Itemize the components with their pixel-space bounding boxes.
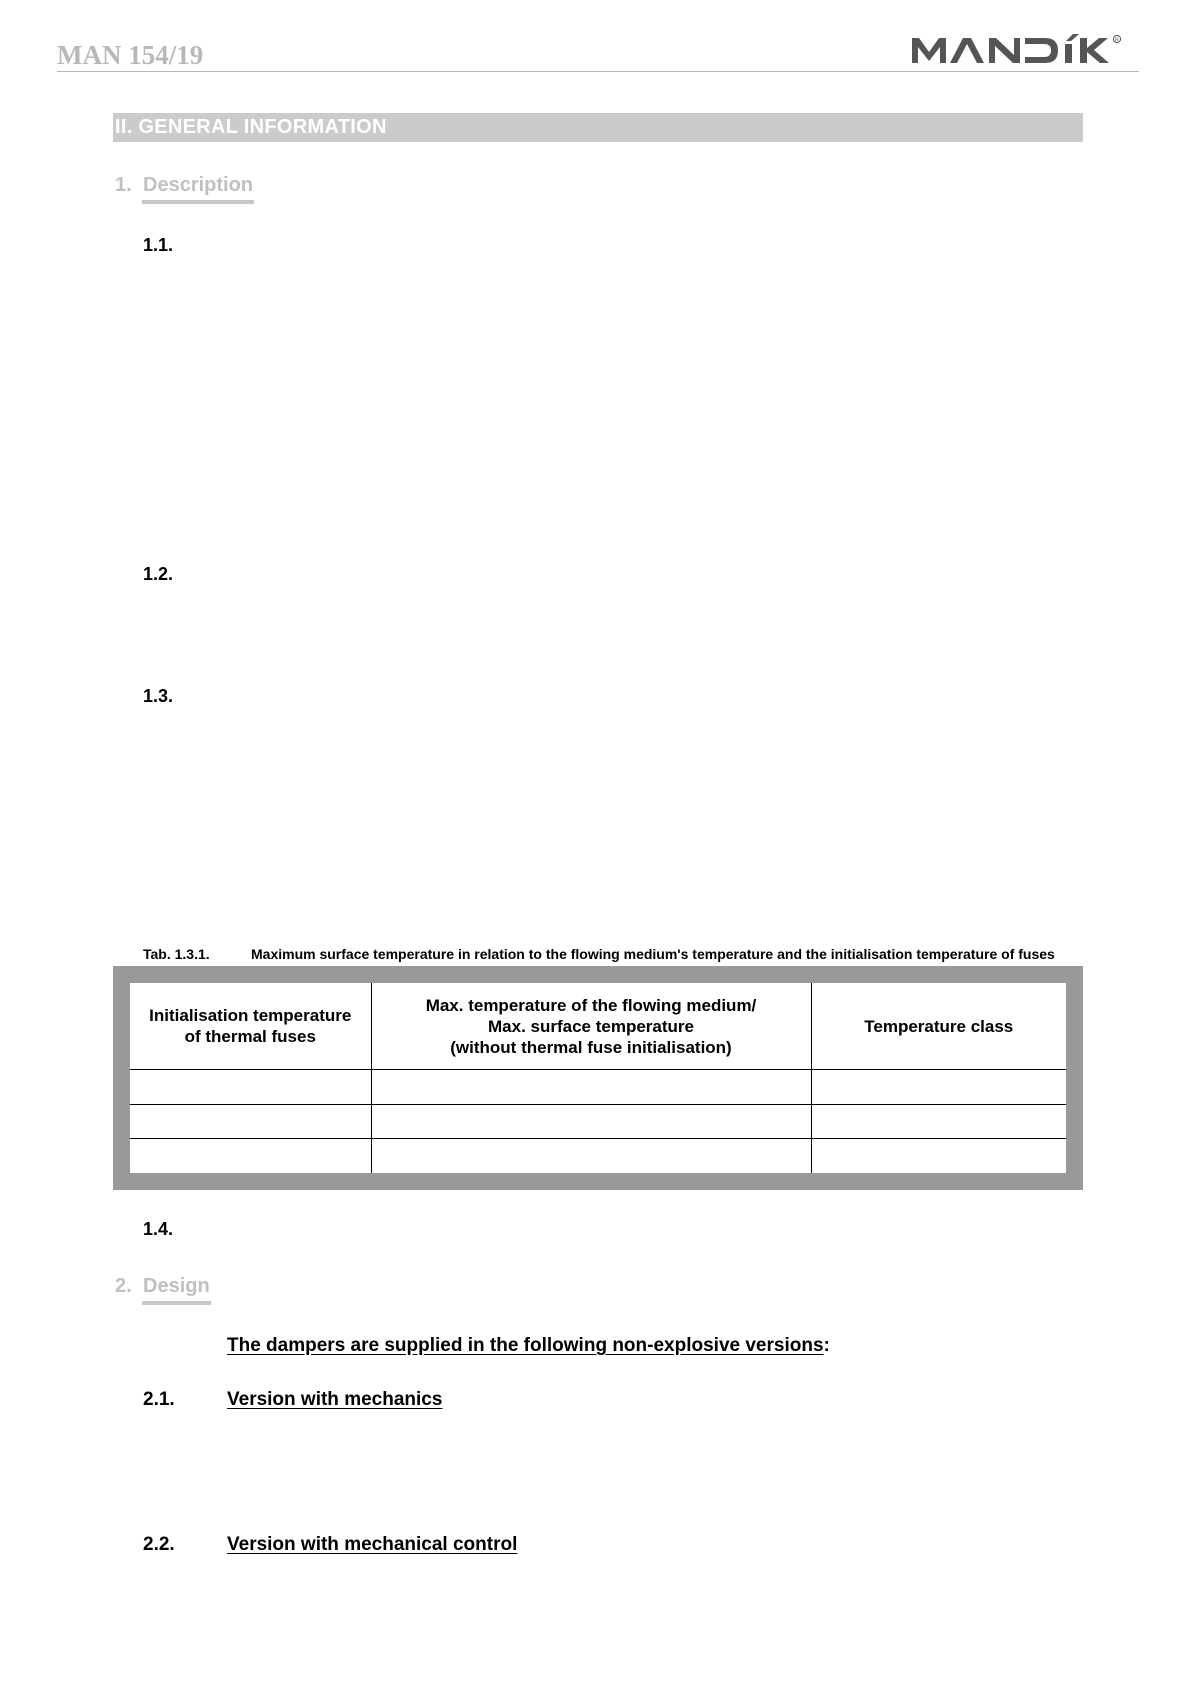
table-cell <box>130 1070 371 1105</box>
paragraph-number-1-2: 1.2. <box>143 564 174 584</box>
design-lead-text <box>227 1333 830 1359</box>
subsection-number: 2. <box>115 1275 132 1297</box>
subsection-description <box>115 171 253 199</box>
company-logo <box>910 32 1142 68</box>
subsection-number: 1. <box>115 174 132 196</box>
subsection-design <box>115 1272 210 1300</box>
design-item-title: Version with mechanical control <box>227 1534 518 1555</box>
table-cell <box>371 1070 811 1105</box>
design-item-number: 2.1. <box>143 1389 175 1410</box>
table-caption-number: Tab. 1.3.1. <box>143 946 210 962</box>
header-divider <box>57 71 1139 72</box>
table-cell <box>130 1139 371 1173</box>
svg-text:R: R <box>1115 37 1119 44</box>
table-row <box>130 1104 1066 1139</box>
table-caption <box>143 944 1055 964</box>
table-row <box>130 1139 1066 1173</box>
section-title: II. GENERAL INFORMATION <box>115 116 387 138</box>
mandik-logo-icon <box>910 32 1142 68</box>
table-cell <box>811 1104 1066 1139</box>
header-initialisation-temperature: Initialisation temperature of thermal fuses <box>130 983 371 1070</box>
paragraph-number-1-1: 1.1. <box>143 235 174 255</box>
document-code: MAN 154/19 <box>57 40 204 70</box>
paragraph-number-1-3: 1.3. <box>143 686 174 706</box>
table-cell <box>371 1104 811 1139</box>
design-item-number: 2.2. <box>143 1534 175 1555</box>
temperature-table <box>130 983 1066 1173</box>
table-cell <box>811 1139 1066 1173</box>
design-lead-text-underlined: The dampers are supplied in the following non-explosive versions <box>227 1335 824 1356</box>
table-caption-text: Maximum surface temperature in relation to the flowing medium's temperature and the initialisation temperature of fuses <box>251 946 1055 962</box>
temperature-table-frame <box>113 966 1083 1190</box>
header-max-temperature: Max. temperature of the flowing medium/ Max. surface temperature (without thermal fuse initialisation) <box>371 983 811 1070</box>
table-cell <box>811 1070 1066 1105</box>
table-cell <box>130 1104 371 1139</box>
table-header-row <box>130 983 1066 1070</box>
design-lead-suffix: : <box>823 1335 830 1356</box>
design-item-2-1 <box>143 1387 943 1413</box>
subsection-title: Description <box>143 171 253 199</box>
design-item-2-2 <box>143 1532 943 1558</box>
paragraph-number-1-4: 1.4. <box>143 1219 174 1239</box>
table-cell <box>371 1139 811 1173</box>
table-row <box>130 1070 1066 1105</box>
subsection-title: Design <box>143 1272 210 1300</box>
design-item-title: Version with mechanics <box>227 1389 443 1410</box>
header-temperature-class: Temperature class <box>811 983 1066 1070</box>
